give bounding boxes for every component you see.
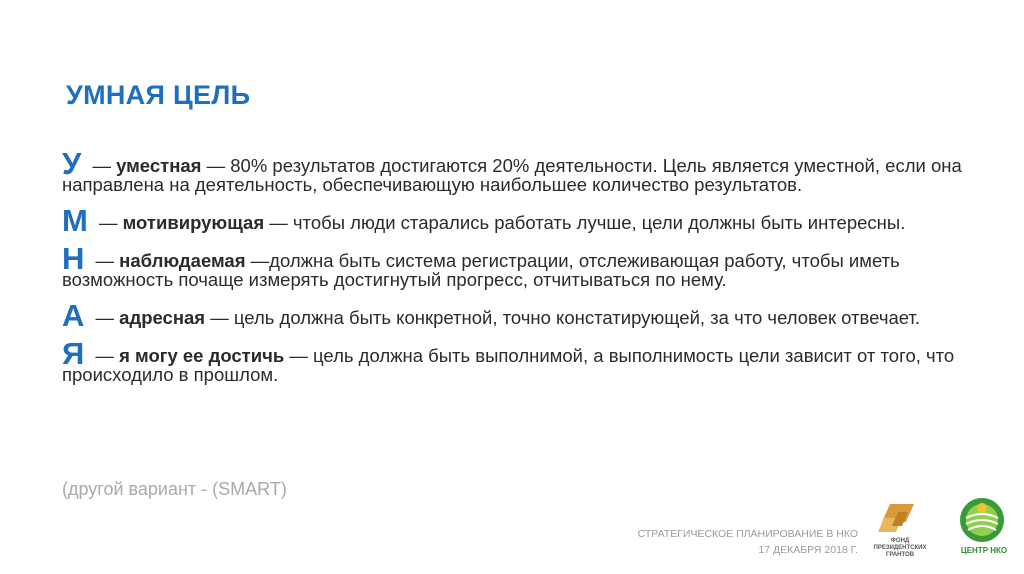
list-item bbox=[62, 298, 962, 333]
item-text: чтобы люди старались работать лучше, цели должны быть интересны. bbox=[292, 212, 906, 233]
item-text: 80% результатов достигаются 20% деятельности. Цель является уместной, если она направлена на деятельность, обеспечивающую наибольшее количество результатов. bbox=[62, 155, 962, 195]
dash: — bbox=[210, 307, 229, 328]
list-item bbox=[62, 336, 962, 385]
item-letter: Н bbox=[62, 241, 85, 276]
item-text: цель должна быть конкретной, точно констатирующей, за что человек отвечает. bbox=[233, 307, 920, 328]
alternative-note: (другой вариант - (SMART) bbox=[62, 479, 287, 499]
footer-date: 17 ДЕКАБРЯ 2018 Г. bbox=[758, 544, 858, 556]
footer bbox=[638, 526, 858, 558]
list-item bbox=[62, 203, 962, 238]
dash: — bbox=[269, 212, 288, 233]
list-item bbox=[62, 146, 962, 195]
center-nko-logo-label: ЦЕНТР НКО bbox=[960, 546, 1008, 555]
slide-title: УМНАЯ ЦЕЛЬ bbox=[66, 80, 251, 110]
dash: — bbox=[95, 250, 115, 271]
dash: — bbox=[206, 155, 226, 176]
dash: — bbox=[95, 307, 115, 328]
item-letter: М bbox=[62, 203, 88, 238]
list-item bbox=[62, 241, 962, 290]
dash: — bbox=[250, 250, 270, 271]
item-term: адресная bbox=[119, 307, 206, 328]
fund-logo-label: ФОНД ПРЕЗИДЕНТСКИХ ГРАНТОВ bbox=[873, 538, 927, 558]
item-letter: А bbox=[62, 298, 85, 333]
item-text: цель должна быть выполнимой, а выполнимость цели зависит от того, что происходило в прошлом. bbox=[62, 345, 955, 385]
smart-list bbox=[62, 146, 962, 401]
item-term: уместная bbox=[116, 155, 202, 176]
dash: — bbox=[92, 155, 111, 176]
item-letter: У bbox=[62, 146, 82, 181]
item-text: должна быть система регистрации, отслеживающая работу, чтобы иметь возможность почаще измерять достигнутый прогресс, отчитываться по нему. bbox=[62, 250, 900, 290]
item-term: мотивирующая bbox=[122, 212, 265, 233]
item-term: наблюдаемая bbox=[119, 250, 246, 271]
footer-event: СТРАТЕГИЧЕСКОЕ ПЛАНИРОВАНИЕ В НКО bbox=[637, 528, 858, 540]
item-letter: Я bbox=[62, 336, 85, 371]
dash: — bbox=[95, 345, 114, 366]
dash: — bbox=[289, 345, 308, 366]
item-term: я могу ее достичь bbox=[119, 345, 285, 366]
dash: — bbox=[98, 212, 118, 233]
center-nko-logo-icon bbox=[958, 496, 1006, 544]
